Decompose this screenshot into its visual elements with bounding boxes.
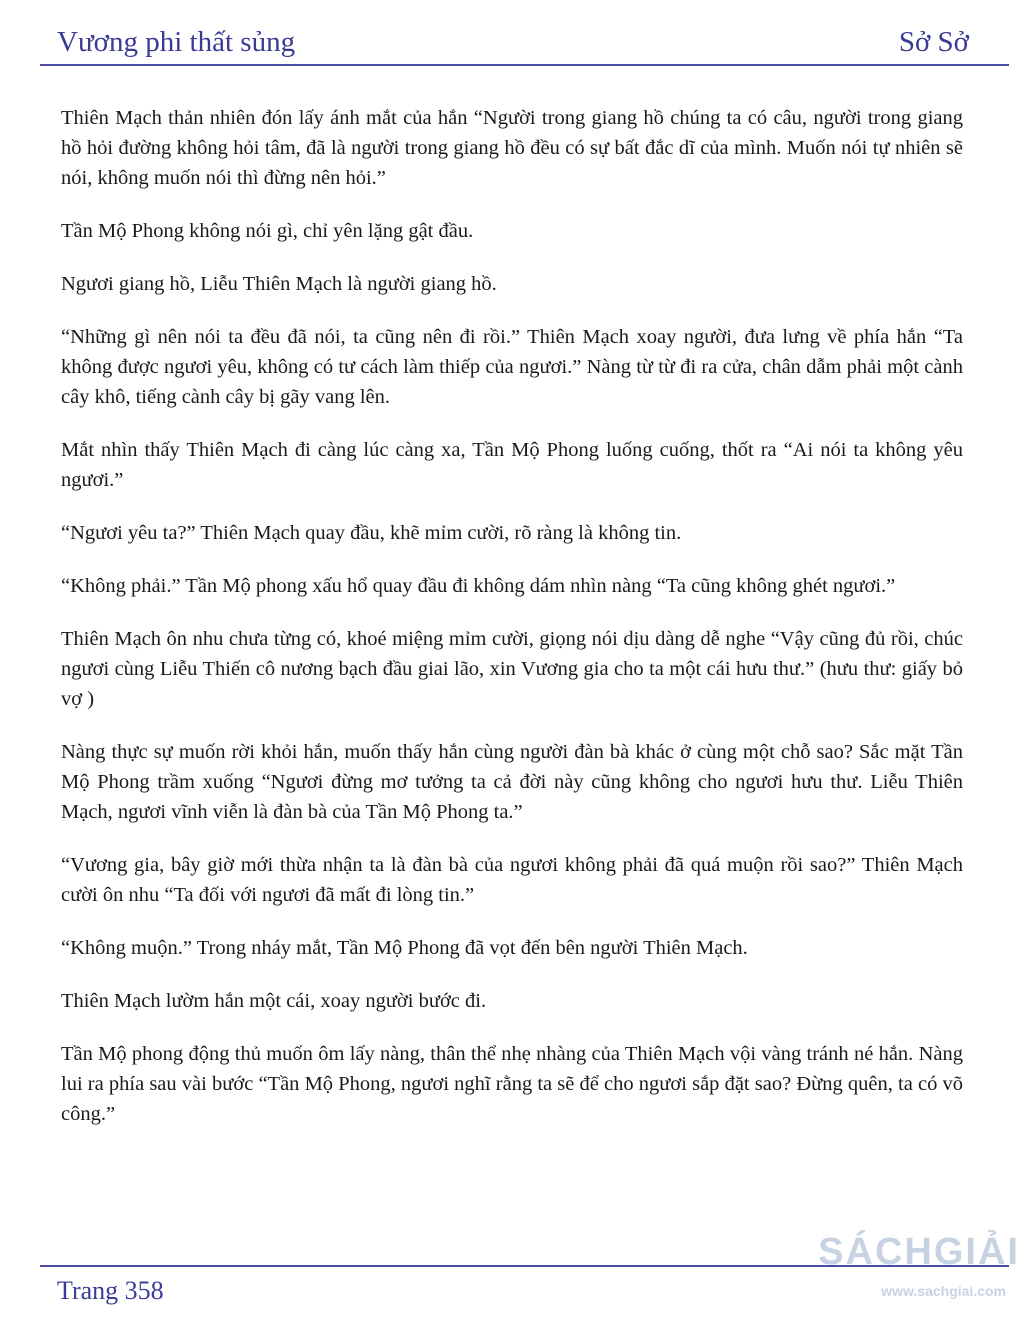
watermark-logo: SÁCHGIẢI: [818, 1231, 1020, 1273]
paragraph: Mắt nhìn thấy Thiên Mạch đi càng lúc càng xa, Tần Mộ Phong luống cuống, thốt ra “Ai nói ta không yêu ngươi.”: [61, 439, 963, 491]
paragraph: “Vương gia, bây giờ mới thừa nhận ta là đàn bà của ngươi không phải đã quá muộn rồi sao?” Thiên Mạch cười ôn nhu “Ta đối với ngươi đã mất đi lòng tin.”: [61, 854, 963, 906]
paragraph: “Không phải.” Tần Mộ phong xấu hổ quay đầu đi không dám nhìn nàng “Ta cũng không ghét ngươi.”: [61, 575, 896, 597]
paragraph: “Ngươi yêu ta?” Thiên Mạch quay đầu, khẽ mỉm cười, rõ ràng là không tin.: [61, 522, 682, 544]
paragraph: Tần Mộ Phong không nói gì, chỉ yên lặng gật đầu.: [61, 220, 474, 242]
paragraph: “Những gì nên nói ta đều đã nói, ta cũng nên đi rồi.” Thiên Mạch xoay người, đưa lưng về phía hắn “Ta không được ngươi yêu, không có tư cách làm thiếp của ngươi.” Nàng từ từ đi ra cửa, chân dẫm phải một cành cây khô, tiếng cành cây bị gãy vang lên.: [61, 326, 963, 408]
paragraph: Thiên Mạch lườm hắn một cái, xoay người bước đi.: [61, 990, 487, 1012]
paragraph: “Không muộn.” Trong nháy mắt, Tần Mộ Phong đã vọt đến bên người Thiên Mạch.: [61, 937, 748, 959]
paragraph: Tần Mộ phong động thủ muốn ôm lấy nàng, thân thể nhẹ nhàng của Thiên Mạch vội vàng tránh né hắn. Nàng lui ra phía sau vài bước “Tần Mộ Phong, ngươi nghĩ rằng ta sẽ để cho ngươi sắp đặt sao? Đừng quên, ta có võ công.”: [61, 1043, 963, 1125]
paragraph: Nàng thực sự muốn rời khỏi hắn, muốn thấy hắn cùng người đàn bà khác ở cùng một chỗ sao? Sắc mặt Tần Mộ Phong trầm xuống “Ngươi đừng mơ tưởng ta cả đời này cũng không cho ngươi hưu thư. Liễu Thiên Mạch, ngươi vĩnh viễn là đàn bà của Tần Mộ Phong ta.”: [61, 741, 963, 823]
paragraph: Thiên Mạch ôn nhu chưa từng có, khoé miệng mỉm cười, giọng nói dịu dàng dễ nghe “Vậy cũng đủ rồi, chúc ngươi cùng Liễu Thiến cô nương bạch đầu giai lão, xin Vương gia cho ta một cái hưu thư.” (hưu thư: giấy bỏ vợ ): [61, 628, 963, 710]
book-title: Vương phi thất sủng: [57, 26, 296, 58]
page-header: [57, 22, 969, 62]
author-name: Sở Sở: [898, 26, 969, 58]
paragraph: Ngươi giang hồ, Liễu Thiên Mạch là người giang hồ.: [61, 273, 497, 295]
page-number: Trang 358: [57, 1276, 164, 1305]
page-body: [61, 103, 963, 1152]
watermark: [810, 1222, 1020, 1322]
header-divider: [40, 64, 1009, 66]
watermark-url: www.sachgiai.com: [881, 1283, 1006, 1299]
paragraph: Thiên Mạch thản nhiên đón lấy ánh mắt của hắn “Người trong giang hồ chúng ta có câu, người trong giang hồ hỏi đường không hỏi tâm, đã là người trong giang hồ đều có sự bất đắc dĩ của mình. Muốn nói tự nhiên sẽ nói, không muốn nói thì đừng nên hỏi.”: [61, 107, 963, 189]
